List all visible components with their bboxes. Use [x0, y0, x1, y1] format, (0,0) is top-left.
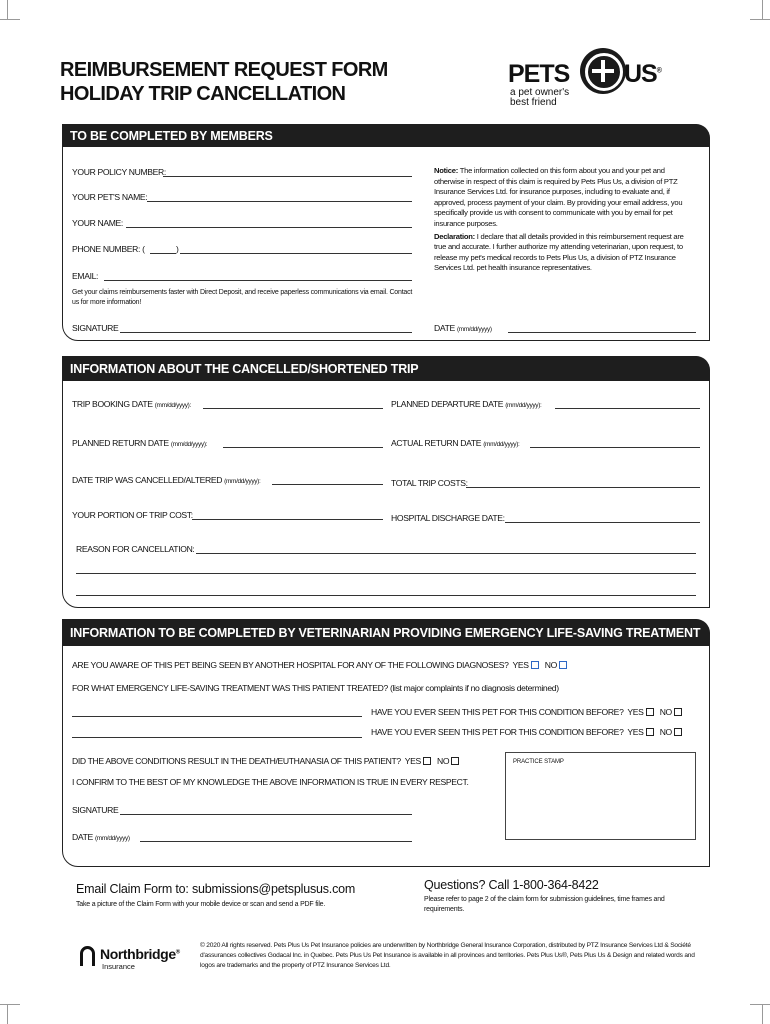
- seen-before-question-2: HAVE YOU EVER SEEN THIS PET FOR THIS CONDITION BEFORE? YES NO: [371, 727, 682, 737]
- northbridge-n-icon: [80, 946, 95, 966]
- brand-left-word: PETS: [508, 60, 570, 88]
- email-field[interactable]: [104, 280, 412, 281]
- death-question: DID THE ABOVE CONDITIONS RESULT IN THE DEATH/EUTHANASIA OF THIS PATIENT? YES NO: [72, 756, 459, 766]
- other-hospital-yes-checkbox[interactable]: [531, 661, 539, 669]
- reason-field-line-3[interactable]: [76, 595, 696, 596]
- members-header: TO BE COMPLETED BY MEMBERS: [62, 124, 710, 147]
- actual-return-label: ACTUAL RETURN DATE (mm/dd/yyyy):: [391, 438, 520, 448]
- phone-close-paren: ): [176, 244, 179, 254]
- seen-before-2-no-checkbox[interactable]: [674, 728, 682, 736]
- trip-header: INFORMATION ABOUT THE CANCELLED/SHORTENED TRIP: [62, 356, 710, 381]
- crop-mark: [7, 0, 8, 20]
- portion-cost-label: YOUR PORTION OF TRIP COST:: [72, 510, 193, 520]
- pet-name-label: YOUR PET'S NAME:: [72, 192, 148, 202]
- notice-paragraph: Notice: The information collected on this form about you and your pet and otherwise in respect of this claim is required by Pets Plus Us, a division of PTZ Insurance Services Ltd. for insurance purposes, including to evaluate and, if approved, process payment of your claim. By providing your email address, you specifically provide us with consent to communicate with you by email for pet insurance purposes.: [434, 166, 683, 228]
- vet-signature-field[interactable]: [120, 814, 412, 815]
- crop-mark: [750, 1004, 770, 1005]
- confirm-statement: I CONFIRM TO THE BEST OF MY KNOWLEDGE THE ABOVE INFORMATION IS TRUE IN EVERY RESPECT.: [72, 777, 469, 787]
- form-title-line1: REIMBURSEMENT REQUEST FORM: [60, 59, 388, 81]
- discharge-date-label: HOSPITAL DISCHARGE DATE:: [391, 513, 505, 523]
- northbridge-insurance: Insurance: [102, 962, 135, 971]
- brand-right-word: US®: [624, 60, 661, 88]
- notice-block: [434, 166, 696, 274]
- your-name-field[interactable]: [126, 227, 412, 228]
- northbridge-name: Northbridge®: [100, 946, 180, 962]
- vet-date-label: DATE (mm/dd/yyyy): [72, 832, 130, 842]
- portion-cost-field[interactable]: [192, 519, 383, 520]
- departure-date-label: PLANNED DEPARTURE DATE (mm/dd/yyyy):: [391, 399, 542, 409]
- total-costs-label: TOTAL TRIP COSTS:: [391, 478, 468, 488]
- phone-number-label: PHONE NUMBER: (: [72, 244, 145, 254]
- email-claim-address-link[interactable]: submissions@petsplusus.com: [191, 882, 356, 896]
- discharge-date-field[interactable]: [505, 522, 700, 523]
- brand-logo: [508, 46, 678, 112]
- booking-date-field[interactable]: [203, 408, 383, 409]
- email-claim-subtext: Take a picture of the Claim Form with your mobile device or scan and send a PDF file.: [76, 901, 326, 908]
- legal-text: © 2020 All rights reserved. Pets Plus Us Pet Insurance policies are underwritten by Northbridge General Insurance Corporation, distributed by PTZ Insurance Services Ltd & Société d'assurances collectives Godacal Inc. in Quebec. Pets Plus Us Pet Insurance is available in all provinces and territories. Pets Plus Us®, Pets Plus Us & Design and related words and logos are trademarks and the property of PTZ Insurance Services Ltd.: [200, 942, 695, 969]
- cancelled-date-label: DATE TRIP WAS CANCELLED/ALTERED (mm/dd/yyyy):: [72, 475, 261, 485]
- member-signature-label: SIGNATURE: [72, 323, 119, 333]
- crop-mark: [7, 1004, 8, 1024]
- vet-date-field[interactable]: [140, 841, 412, 842]
- other-hospital-no-checkbox[interactable]: [559, 661, 567, 669]
- departure-date-field[interactable]: [555, 408, 700, 409]
- actual-return-field[interactable]: [530, 447, 700, 448]
- policy-number-field[interactable]: [163, 176, 412, 177]
- your-name-label: YOUR NAME:: [72, 218, 123, 228]
- email-claim-heading: Email Claim Form to: submissions@petsplusus.com: [76, 882, 356, 896]
- seen-before-1-no-checkbox[interactable]: [674, 708, 682, 716]
- email-label: EMAIL:: [72, 271, 99, 281]
- form-title: [60, 58, 388, 106]
- death-yes-checkbox[interactable]: [423, 757, 431, 765]
- practice-stamp-box[interactable]: [505, 752, 696, 840]
- crop-mark: [0, 19, 20, 20]
- northbridge-logo: [80, 944, 190, 974]
- booking-date-label: TRIP BOOKING DATE (mm/dd/yyyy):: [72, 399, 191, 409]
- total-costs-field[interactable]: [466, 487, 700, 488]
- death-no-checkbox[interactable]: [451, 757, 459, 765]
- crop-mark: [0, 1004, 20, 1005]
- questions-subtext: Please refer to page 2 of the claim form for submission guidelines, time frames and requirements.: [424, 896, 665, 913]
- seen-before-2-yes-checkbox[interactable]: [646, 728, 654, 736]
- seen-before-question-1: HAVE YOU EVER SEEN THIS PET FOR THIS CONDITION BEFORE? YES NO: [371, 707, 682, 717]
- seen-before-1-yes-checkbox[interactable]: [646, 708, 654, 716]
- direct-deposit-note: Get your claims reimbursements faster with Direct Deposit, and receive paperless communications via email. Contact us for more information!: [72, 289, 413, 306]
- phone-number-field[interactable]: [180, 253, 412, 254]
- phone-area-code-field[interactable]: [150, 253, 176, 254]
- other-hospital-question: ARE YOU AWARE OF THIS PET BEING SEEN BY ANOTHER HOSPITAL FOR ANY OF THE FOLLOWING DIAGNOSES? YES NO: [72, 660, 567, 670]
- treatment-field-line-1[interactable]: [72, 716, 362, 717]
- practice-stamp-label: PRACTICE STAMP: [513, 759, 564, 765]
- cancelled-date-field[interactable]: [272, 484, 383, 485]
- vet-header: INFORMATION TO BE COMPLETED BY VETERINARIAN PROVIDING EMERGENCY LIFE-SAVING TREATMENT: [62, 619, 710, 646]
- crop-mark: [762, 1004, 763, 1024]
- reason-field-line-2[interactable]: [76, 573, 696, 574]
- member-date-label: DATE (mm/dd/yyyy): [434, 323, 492, 333]
- crop-mark: [750, 19, 770, 20]
- reason-field-line-1[interactable]: [196, 553, 696, 554]
- pet-name-field[interactable]: [147, 201, 412, 202]
- policy-number-label: YOUR POLICY NUMBER:: [72, 167, 166, 177]
- reason-label: REASON FOR CANCELLATION:: [76, 544, 195, 554]
- declaration-paragraph: Declaration: I declare that all details provided in this reimbursement request are true and accurate. I further authorize my attending veterinarian, upon request, to release my pet's medical records to Pets Plus Us, a division of PTZ Insurance Services Ltd. pet health insurance representatives.: [434, 231, 684, 273]
- member-signature-field[interactable]: [120, 332, 412, 333]
- member-date-field[interactable]: [508, 332, 696, 333]
- questions-heading: Questions? Call 1-800-364-8422: [424, 878, 599, 892]
- plus-circle-icon-horizontal: [592, 69, 614, 73]
- vet-signature-label: SIGNATURE: [72, 805, 119, 815]
- treatment-question: FOR WHAT EMERGENCY LIFE-SAVING TREATMENT WAS THIS PATIENT TREATED? (list major complaints if no diagnosis determined): [72, 683, 559, 693]
- treatment-field-line-2[interactable]: [72, 737, 362, 738]
- crop-mark: [762, 0, 763, 20]
- form-title-line2: HOLIDAY TRIP CANCELLATION: [60, 83, 346, 105]
- return-date-field[interactable]: [223, 447, 383, 448]
- brand-tagline: a pet owner's best friend: [510, 87, 570, 108]
- return-date-label: PLANNED RETURN DATE (mm/dd/yyyy):: [72, 438, 208, 448]
